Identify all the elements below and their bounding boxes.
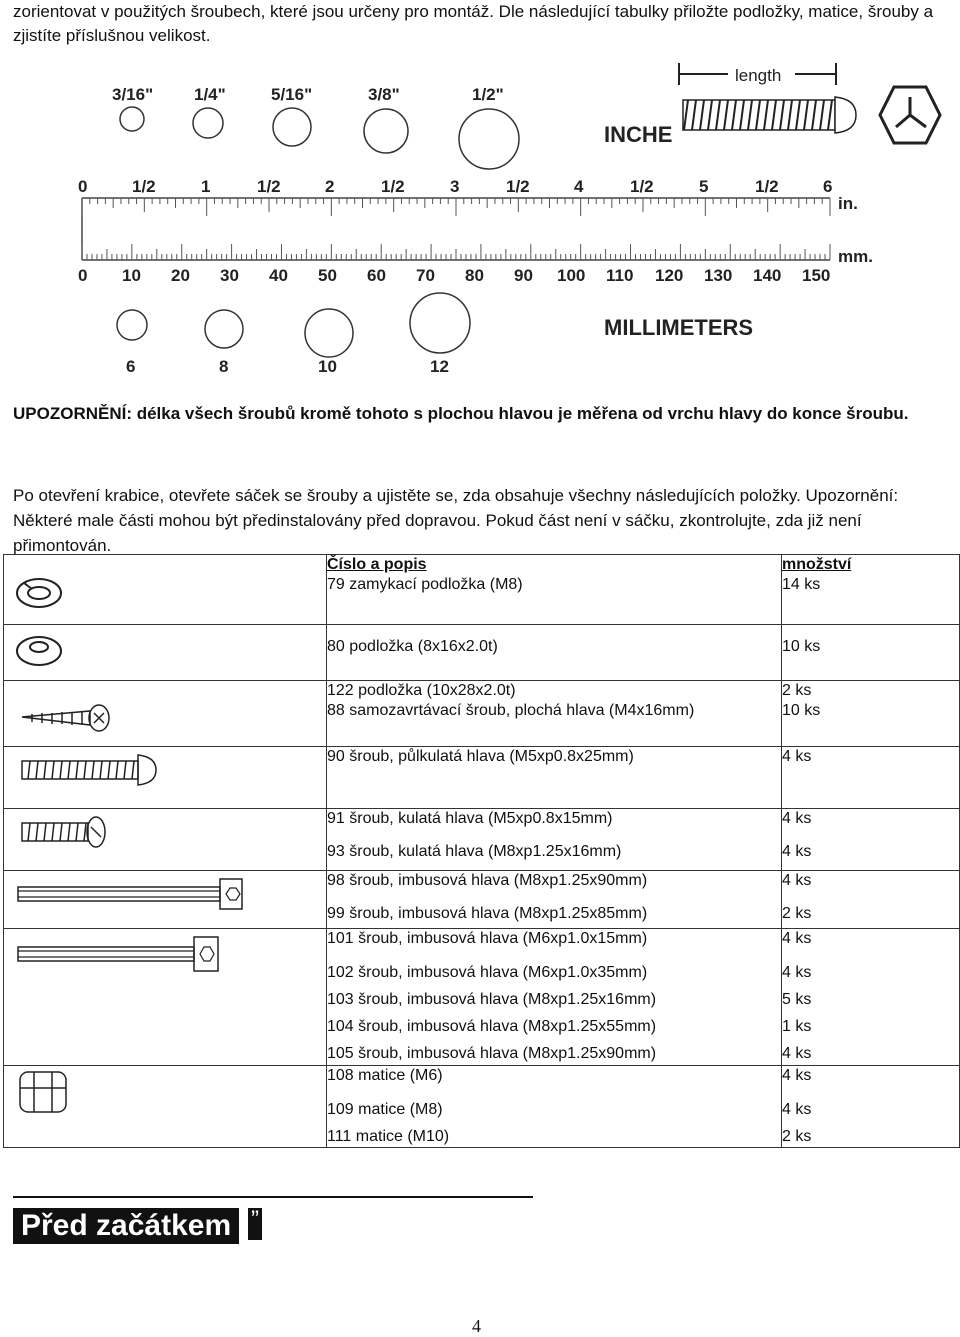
mm-tick-label: 120	[655, 266, 684, 285]
part-qty: 4 ks	[782, 1101, 812, 1118]
warning-text: UPOZORNĚNÍ: délka všech šroubů kromě tohoto s plochou hlavou je měřena od vrchu hlavy do konce šroubu.	[13, 404, 909, 423]
mm-tick-label: 130	[704, 266, 733, 285]
hex-socket-bolt-long-icon	[4, 871, 264, 923]
part-name: 105 šroub, imbusová hlava (M8xp1.25x90mm)	[327, 1045, 657, 1062]
part-qty: 4 ks	[782, 872, 812, 889]
table-row	[4, 555, 960, 625]
part-qty: 4 ks	[782, 1067, 812, 1084]
description-line-1: Po otevření krabice, otevřete sáček se šrouby a ujistěte se, zda obsahuje všechny následujících položky. Upozornění:	[13, 486, 899, 505]
size-circle	[410, 293, 470, 353]
part-qty: 5 ks	[782, 991, 812, 1008]
table-row	[4, 625, 960, 681]
icon-cell	[4, 809, 327, 871]
part-name: 109 matice (M8)	[327, 1101, 443, 1118]
part-name: 101 šroub, imbusová hlava (M6xp1.0x15mm)	[327, 930, 648, 947]
self-tapping-screw-icon	[4, 681, 124, 741]
mm-tick-label: 140	[753, 266, 782, 285]
part-name: 102 šroub, imbusová hlava (M6xp1.0x35mm)	[327, 964, 648, 981]
mm-tick-label: 90	[514, 266, 533, 285]
inch-tick-label: 1/2	[630, 177, 654, 196]
part-name: 90 šroub, půlkulatá hlava (M5xp0.8x25mm)	[327, 748, 634, 765]
mm-size-label: 10	[318, 357, 337, 376]
description-cell	[327, 929, 782, 1066]
inch-size-label: 3/16"	[112, 85, 154, 104]
quantity-cell	[782, 809, 960, 871]
inch-tick-label: 1/2	[506, 177, 530, 196]
part-name: 80 podložka (8x16x2.0t)	[327, 638, 498, 655]
size-chart	[0, 55, 960, 385]
part-qty: 4 ks	[782, 748, 812, 765]
quantity-cell	[782, 871, 960, 929]
inch-tick-label: 6	[823, 177, 833, 196]
size-circle	[205, 310, 243, 348]
flat-washer-icon	[4, 625, 94, 675]
intro-line-1: zorientovat v použitých šroubech, které jsou určeny pro montáž. Dle následující tabulky přiložte podložky, matice, šrouby a	[13, 2, 934, 21]
quantity-cell	[782, 625, 960, 681]
part-name: 93 šroub, kulatá hlava (M8xp1.25x16mm)	[327, 843, 622, 860]
part-qty: 2 ks	[782, 682, 812, 699]
part-name: 98 šroub, imbusová hlava (M8xp1.25x90mm)	[327, 872, 648, 889]
inch-tick-label: 1/2	[132, 177, 156, 196]
part-qty: 10 ks	[782, 702, 821, 719]
inch-unit-label: in.	[838, 194, 858, 213]
size-circle	[364, 109, 408, 153]
header-name: Číslo a popis	[327, 556, 427, 573]
nut-icon	[4, 1066, 94, 1126]
quantity-cell	[782, 929, 960, 1066]
part-name: 99 šroub, imbusová hlava (M8xp1.25x85mm)	[327, 905, 648, 922]
quantity-cell	[782, 1066, 960, 1148]
part-qty: 4 ks	[782, 1045, 812, 1062]
part-name: 111 matice (M10)	[327, 1128, 450, 1145]
mm-tick-label: 100	[557, 266, 586, 285]
inch-tick-label: 1/2	[381, 177, 405, 196]
parts-table	[3, 554, 960, 1148]
mm-tick-label: 0	[78, 266, 88, 285]
icon-cell	[4, 555, 327, 625]
table-row	[4, 871, 960, 929]
intro-text	[13, 0, 948, 48]
part-qty: 10 ks	[782, 638, 821, 655]
mm-tick-label: 10	[122, 266, 141, 285]
mm-tick-label: 110	[606, 266, 634, 285]
mm-size-label: 6	[126, 357, 136, 376]
icon-cell	[4, 747, 327, 809]
part-name: 104 šroub, imbusová hlava (M8xp1.25x55mm)	[327, 1018, 657, 1035]
description-cell	[327, 809, 782, 871]
description-cell	[327, 681, 782, 747]
description-cell	[327, 555, 782, 625]
inches-label: INCHE	[604, 122, 673, 147]
mm-size-label: 12	[430, 357, 449, 376]
mm-tick-label: 30	[220, 266, 239, 285]
section-quote: ”	[248, 1208, 262, 1240]
description-text	[13, 483, 948, 558]
length-label: length	[735, 66, 782, 85]
size-circle	[459, 109, 519, 169]
icon-cell	[4, 1066, 327, 1148]
description-cell	[327, 747, 782, 809]
description-cell	[327, 871, 782, 929]
icon-cell	[4, 681, 327, 747]
quantity-cell	[782, 747, 960, 809]
section-divider	[13, 1196, 533, 1198]
inch-size-label: 5/16"	[271, 85, 313, 104]
part-qty: 2 ks	[782, 1128, 812, 1145]
part-name: 108 matice (M6)	[327, 1067, 443, 1084]
section-title: Před začátkem	[13, 1208, 239, 1244]
description-cell	[327, 1066, 782, 1148]
quantity-cell	[782, 555, 960, 625]
inch-tick-label: 5	[699, 177, 709, 196]
part-name: 88 samozavrtávací šroub, plochá hlava (M4x16mm)	[327, 702, 695, 719]
inch-tick-label: 3	[450, 177, 460, 196]
mm-tick-label: 80	[465, 266, 484, 285]
mm-tick-label: 20	[171, 266, 190, 285]
table-row	[4, 1066, 960, 1148]
quantity-cell	[782, 681, 960, 747]
mm-tick-label: 150	[802, 266, 831, 285]
inch-tick-label: 1	[201, 177, 211, 196]
screw-illustration	[683, 97, 856, 133]
inch-tick-label: 1/2	[257, 177, 281, 196]
millimeters-label: MILLIMETERS	[604, 315, 754, 340]
size-circle	[273, 108, 311, 146]
mm-size-label: 8	[219, 357, 229, 376]
part-qty: 4 ks	[782, 930, 812, 947]
lock-washer-icon	[4, 555, 94, 615]
part-qty: 4 ks	[782, 810, 812, 827]
table-row	[4, 747, 960, 809]
size-chart-graphic	[0, 55, 960, 385]
inch-ticks	[82, 198, 830, 216]
size-circle	[117, 310, 147, 340]
table-row	[4, 929, 960, 1066]
part-name: 103 šroub, imbusová hlava (M8xp1.25x16mm)	[327, 991, 657, 1008]
part-qty: 4 ks	[782, 964, 812, 981]
part-name: 79 zamykací podložka (M8)	[327, 576, 523, 593]
page-number: 4	[472, 1316, 481, 1336]
mm-tick-label: 50	[318, 266, 337, 285]
inch-tick-label: 0	[78, 177, 88, 196]
table-row	[4, 809, 960, 871]
size-circle	[120, 107, 144, 131]
mm-tick-label: 40	[269, 266, 288, 285]
mm-unit-label: mm.	[838, 247, 873, 266]
description-line-3: přimontován.	[13, 536, 112, 555]
part-qty: 4 ks	[782, 843, 812, 860]
mm-tick-label: 70	[416, 266, 435, 285]
table-row	[4, 681, 960, 747]
inch-size-label: 3/8"	[368, 85, 400, 104]
icon-cell	[4, 929, 327, 1066]
size-circle	[305, 309, 353, 357]
icon-cell	[4, 625, 327, 681]
part-qty: 1 ks	[782, 1018, 812, 1035]
inch-size-label: 1/4"	[194, 85, 226, 104]
hex-socket-bolt-icon	[4, 929, 244, 989]
part-name: 122 podložka (10x28x2.0t)	[327, 682, 516, 699]
part-name: 91 šroub, kulatá hlava (M5xp0.8x15mm)	[327, 810, 613, 827]
part-qty: 14 ks	[782, 576, 821, 593]
inch-tick-label: 1/2	[755, 177, 779, 196]
size-circle	[193, 108, 223, 138]
mm-tick-label: 60	[367, 266, 386, 285]
mm-ticks	[82, 244, 830, 260]
intro-line-2: zjistíte příslušnou velikost.	[13, 26, 211, 45]
inch-tick-label: 2	[325, 177, 335, 196]
part-qty: 2 ks	[782, 905, 812, 922]
round-head-screw-icon	[4, 747, 164, 803]
short-screw-icon	[4, 809, 124, 865]
hex-head-icon	[880, 87, 940, 143]
description-cell	[327, 625, 782, 681]
inch-tick-label: 4	[574, 177, 584, 196]
description-line-2: Některé male části mohou být předinstalovány před dopravou. Pokud část není v sáčku, zkontrolujte, zda již není	[13, 511, 862, 530]
header-qty: množství	[782, 556, 852, 573]
inch-size-label: 1/2"	[472, 85, 504, 104]
icon-cell	[4, 871, 327, 929]
